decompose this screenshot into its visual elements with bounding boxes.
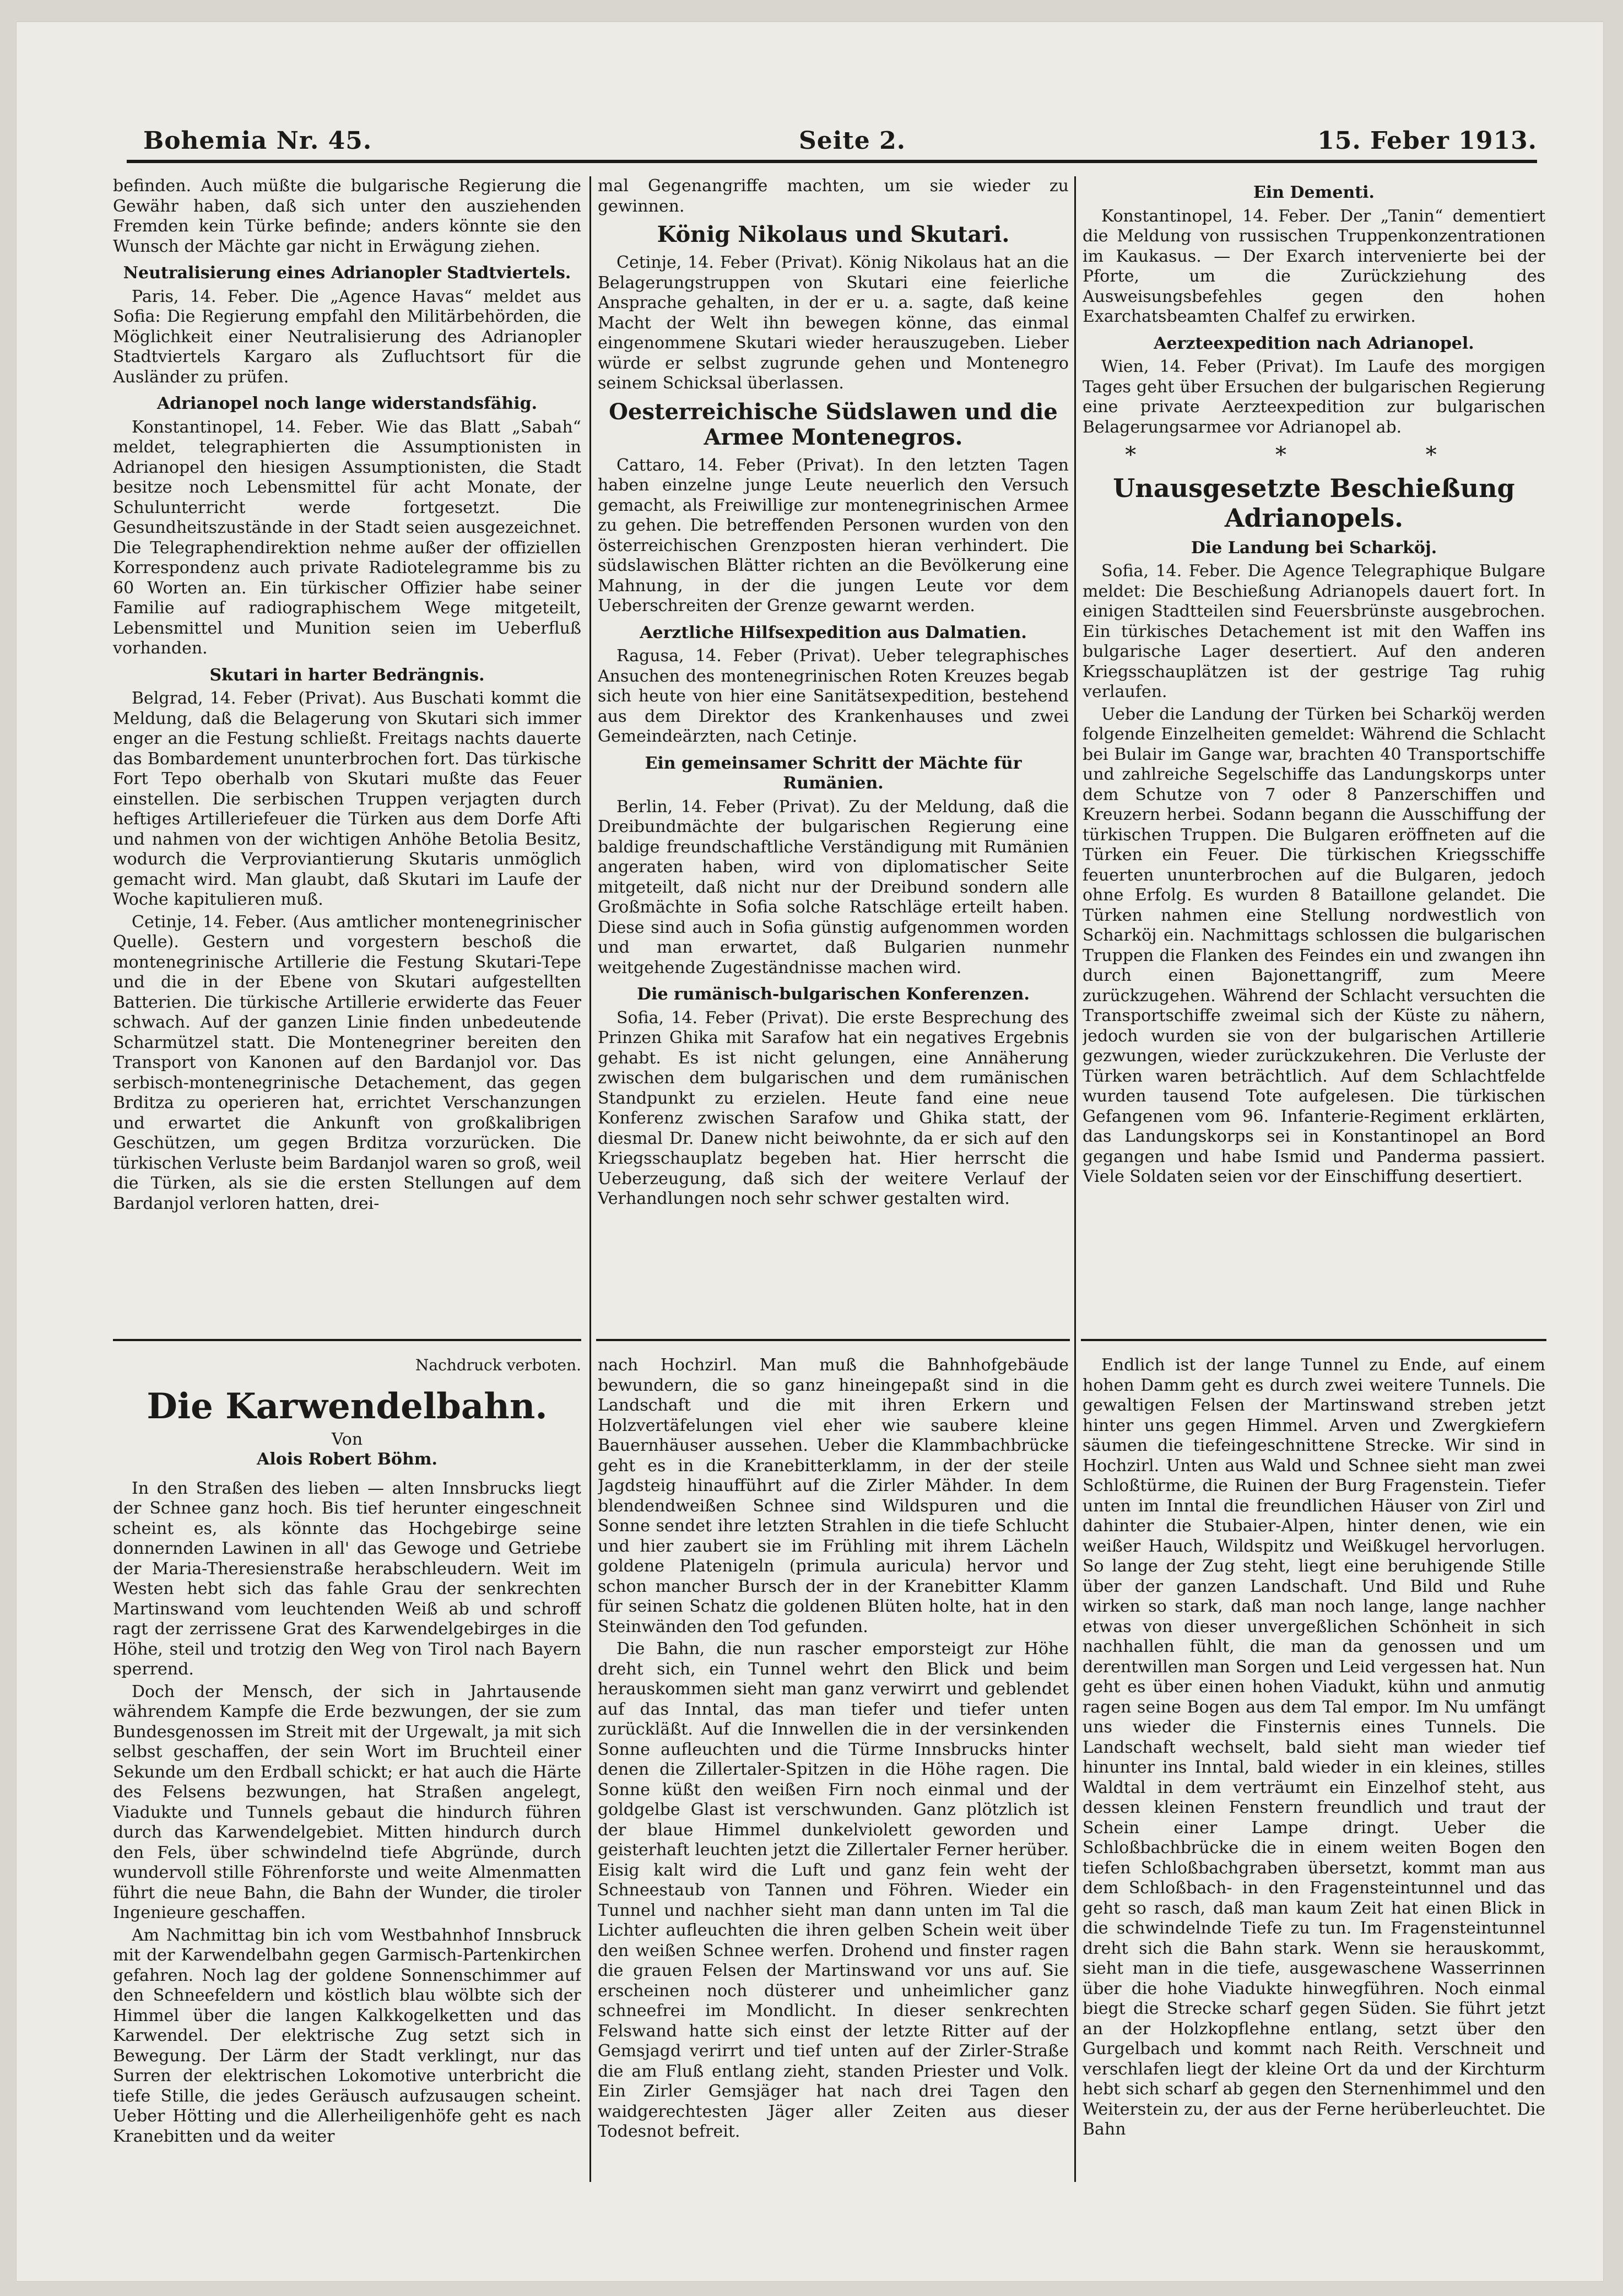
feuilleton-rule-3 xyxy=(1081,1339,1546,1341)
article-belgrad: Belgrad, 14. Feber (Privat). Aus Buschati kommt die Meldung, daß die Belagerung von Skutari sich immer enger an die Festung schließt. Freitags nachts dauerte das Bombardement ununterbrochen fort. Das türkische Fort Tepo oberhalb von Skutari mußte das Feuer einstellen. Die serbischen Truppen verjagten durch heftiges Artilleriefeuer die Türken aus dem Dorfe Afti und nahmen von der wichtigen Anhöhe Betolia Besitz, wodurch die Verproviantierung Skutaris unmöglich gemacht wird. Man glaubt, daß Skutari im Laufe der Woche kapitulieren muß. xyxy=(113,689,581,909)
article-cetinje: Cetinje, 14. Feber. (Aus amtlicher montenegrinischer Quelle). Gestern und vorgestern beschoß die montenegrinische Artillerie die Festung Skutari-Tepe und die in der Ebene von Skutari aufgestellten Batterien. Die türkische Artillerie erwiderte das Feuer schwach. Auf der ganzen Linie finden unbedeutende Scharmützel statt. Die Montenegriner bereiten den Transport von Kanonen auf den Bardanjol vor. Das serbisch-montenegrinische Detachement, das gegen Brditza zu operieren hat, errichtet Verschanzungen und erwartet die Ankunft von großkalibrigen Geschützen, um gegen Brditza vorzurücken. Die türkischen Verluste beim Bardanjol waren so groß, weil die Türken, als sie die ersten Stellungen auf dem Bardanjol verloren hatten, drei- xyxy=(113,912,581,1213)
reprint-note: Nachdruck verboten. xyxy=(415,1356,581,1374)
headline-skutari: Skutari in harter Bedrängnis. xyxy=(209,665,485,685)
article-cetinje-2: Cetinje, 14. Feber (Privat). König Nikolaus hat an die Belagerungstruppen von Skutari eine feierliche Ansprache gehalten, in der er u. a. sagte, daß keine Macht der Welt ihn bewegen könne, das einmal eingenommene Skutari wieder herauszugeben. Lieber würde er selbst zugrunde gehen und Montenegro seinem Schicksal überlassen. xyxy=(598,253,1069,393)
article-konstantinopel: Konstantinopel, 14. Feber. Wie das Blatt „Sabah“ meldet, telegraphierten die Assumptionisten in Adrianopel den hiesigen Assumptionisten, die Stadt besitze noch Lebensmittel für acht Monate, der Schulunterricht werde fortgesetzt. Die Gesundheitszustände in der Stadt seien ausgezeichnet. Die Telegraphendirektion nehme außer der offiziellen Korrespondenz auch private Radiotelegramme bis zu 60 Worten an. Ein türkischer Offizier habe seiner Familie auf radiographischem Wege mitgeteilt, Lebensmittel und Munition seien im Ueberfluß vorhanden. xyxy=(113,417,581,658)
headline-hilfsexpedition: Aerztliche Hilfsexpedition aus Dalmatien. xyxy=(640,623,1027,642)
feuilleton-rule-2 xyxy=(596,1339,1070,1341)
feuilleton-paragraph: In den Straßen des lieben — alten Innsbrucks liegt der Schnee ganz hoch. Bis tief herunter eingeschneit scheint es, als könnte das Hochgebirge seine donnernden Lawinen in all' das Gewoge und Getriebe der Maria-Theresienstraße herabschleudern. Weit im Westen hebt sich das fahle Grau der senkrechten Martinswand vom leuchtenden Weiß ab und schroff ragt der zerrissene Grat des Karwendelgebirges in die Höhe, steil und trotzig den Weg von Tirol nach Bayern sperrend. xyxy=(113,1478,581,1679)
masthead-issue: Bohemia Nr. 45. xyxy=(143,127,372,155)
article-sofia-2: Sofia, 14. Feber. Die Agence Telegraphique Bulgare meldet: Die Beschießung Adrianopels dauert fort. In einigen Stadtteilen sind Feuersbrünste ausgebrochen. Ein türkisches Detachement ist mit den Waffen ins bulgarische Lager desertiert. Auf den anderen Kriegsschauplätzen ist der gestrige Tag ruhig verlaufen. xyxy=(1083,561,1545,701)
news-column-1 xyxy=(113,176,581,1333)
article-cattaro: Cattaro, 14. Feber (Privat). In den letzten Tagen haben einzelne junge Leute neuerlich den Versuch gemacht, als Freiwillige zur montenegrinischen Armee zu gehen. Die betreffenden Personen wurden von den österreichischen Grenzposten hieran verhindert. Die südslawischen Blätter richten an die Bevölkerung eine Mahnung, in der die jungen Leute vor dem Ueberschreiten der Grenze gewarnt werden. xyxy=(598,455,1069,615)
page-number: Seite 2. xyxy=(799,127,906,155)
header-rule xyxy=(127,160,1537,163)
subheadline-landung: Die Landung bei Scharköj. xyxy=(1191,538,1437,558)
feuilleton-column-3 xyxy=(1083,1355,1545,2198)
feuilleton-paragraph: Endlich ist der lange Tunnel zu Ende, auf einem hohen Damm geht es durch zwei weitere Tunnels. Die gewaltigen Felsen der Martinswand streben jetzt hinter uns gegen Himmel. Arven und Zwergkiefern säumen die tiefeingeschnittene Strecke. Wir sind in Hochzirl. Unten aus Wald und Schnee sieht man zwei Schloßtürme, die Ruinen der Burg Fragenstein. Tiefer unten im Inntal die freundlichen Häuser von Zirl und dahinter die Stubaier-Alpen, hinter denen, wie ein weißer Hauch, Wildspitz und Weißkugel hervorlugen. So lange der Zug steht, liegt eine beruhigende Stille über der ganzen Landschaft. Und Bild und Ruhe wirken so stark, daß man noch lange, lange nachher etwas von dieser unvergeßlichen Schönheit in sich nachhallen fühlt, die man da genossen und um derentwillen man Sorgen und Leid vergessen hat. Nun geht es über einen hohen Viadukt, kühn und anmutig ragen seine Bogen aus dem Tal empor. Im Nu umfängt uns wieder die Finsternis eines Tunnels. Die Landschaft wechselt, bald sieht man wieder tief hinunter ins Inntal, bald wieder in ein kleines, stilles Waldtal in dem verträumt ein Einzelhof steht, aus dessen kleinen Fenstern freundlich und traut der Schein einer Lampe dringt. Ueber die Schloßbachbrücke die in einem weiten Bogen den tiefen Schloßbachgraben übersetzt, kommt man aus dem Schloßbach- in den Fragensteintunnel und das geht so rasch, daß man kaum Zeit hat einen Blick in die schwindelnde Tiefe zu tun. Im Fragensteintunnel dreht sich die Bahn stark. Wenn sie herauskommt, sieht man in die tiefe, ausgewaschene Wasserrinnen über die hohe Viadukte hinwegführen. Noch einmal biegt die Strecke scharf gegen Süden. Sie führt jetzt an der Holzkopflehne entlang, setzt über den Gurgelbach und kommt nach Reith. Verschneit und verschlafen liegt der kleine Ort da und der Kirchturm hebt sich scharf ab gegen den Sternenhimmel und den Weiterstein zu, der aus der Ferne herüberleuchtet. Die Bahn xyxy=(1083,1355,1545,2139)
article-paris: Paris, 14. Feber. Die „Agence Havas“ meldet aus Sofia: Die Regierung empfahl den Militärbehörden, die Möglichkeit einer Neutralisierung des Adrianopler Stadtviertels Kargaro als Zufluchtsort für die Ausländer zu prüfen. xyxy=(113,287,581,387)
issue-date: 15. Feber 1913. xyxy=(1317,127,1537,155)
headline-konferenzen: Die rumänisch-bulgarischen Konferenzen. xyxy=(637,985,1030,1004)
article-continuation-2: mal Gegenangriffe machten, um sie wieder zu gewinnen. xyxy=(598,176,1069,216)
news-column-3 xyxy=(1083,176,1545,1333)
byline-von: Von xyxy=(331,1429,363,1449)
headline-suedslawen: Oesterreichische Südslawen und die Armee Montenegros. xyxy=(609,398,1058,450)
article-berlin: Berlin, 14. Feber (Privat). Zu der Meldung, daß die Dreibundmächte der bulgarischen Regierung eine baldige freundschaftliche Verständigung mit Rumänien angeraten haben, wird von diplomatischer Seite mitgeteilt, daß nicht nur der Dreibund sondern alle Großmächte in Sofia solche Ratschläge erteilt haben. Diese sind auch in Sofia günstig aufgenommen worden und man erwartet, daß Bulgarien nunmehr weitgehende Zugeständnisse machen wird. xyxy=(598,797,1069,977)
feuilleton-rule-1 xyxy=(113,1339,581,1341)
headline-beschiessung: Unausgesetzte Beschießung Adrianopels. xyxy=(1113,473,1515,533)
news-column-2 xyxy=(598,176,1069,1333)
headline-aerzteexpedition: Aerzteexpedition nach Adrianopel. xyxy=(1154,333,1474,353)
headline-neutralisierung: Neutralisierung eines Adrianopler Stadtviertels. xyxy=(123,263,571,283)
feuilleton-title: Die Karwendelbahn. xyxy=(147,1385,548,1427)
article-continuation: befinden. Auch müßte die bulgarische Regierung die Gewähr haben, daß sich unter den ausziehenden Fremden kein Türke befinde; anders könnte sie den Wunsch der Mächte gar nicht in Erwägung ziehen. xyxy=(113,176,581,256)
headline-dementi: Ein Dementi. xyxy=(1253,183,1375,202)
feuilleton-paragraph: Am Nachmittag bin ich vom Westbahnhof Innsbruck mit der Karwendelbahn gegen Garmisch-Partenkirchen gefahren. Noch lag der goldene Sonnenschimmer auf den Schneefeldern und köstlich blau wölbte sich der Himmel über die langen Kalkkogelketten und das Karwendel. Der elektrische Zug setzt sich in Bewegung. Der Lärm der Stadt verklingt, nur das Surren der elektrischen Lokomotive unterbricht die tiefe Stille, die jedes Geräusch aufzusaugen scheint. Ueber Hötting und die Allerheiligenhöfe geht es nach Kranebitten und da weiter xyxy=(113,1925,581,2146)
feuilleton-paragraph: nach Hochzirl. Man muß die Bahnhofgebäude bewundern, die so ganz hineingepaßt sind in die Landschaft und die mit ihren Erkern und Holzvertäfelungen viel eher wie saubere kleine Bauernhäuser aussehen. Ueber die Klammbachbrücke geht es in die Kranebitterklamm, in der der steile Jagdsteig hinaufführt auf die Zirler Mähder. In dem blendendweißen Schnee sind Wildspuren und die Sonne sendet ihre letzten Strahlen in die tiefe Schlucht und hier zaubert sie im Frühling mit ihrem Lächeln goldene Platenigeln (primula auricula) hervor und schon mancher Bursch der in der Kranebitter Klamm für seinen Schatz die goldenen Blüten holte, hat in den Steinwänden den Tod gefunden. xyxy=(598,1355,1069,1636)
column-rule-1 xyxy=(589,176,591,2182)
article-ragusa: Ragusa, 14. Feber (Privat). Ueber telegraphisches Ansuchen des montenegrinischen Roten Kreuzes begab sich heute von hier eine Sanitätsexpedition, bestehend aus dem Direktor des Krankenhauses und zwei Gemeindeärzten, nach Cetinje. xyxy=(598,646,1069,746)
feuilleton-paragraph: Die Bahn, die nun rascher emporsteigt zur Höhe dreht sich, ein Tunnel wehrt den Blick und beim herauskommen sieht man ganz verwirrt und geblendet auf das Inntal, das man tiefer und tiefer unten zurückläßt. Auf die Innwellen die in der versinkenden Sonne aufleuchten und die Türme Innsbrucks hinter denen die Zillertaler-Spitzen in die Höhe ragen. Die Sonne küßt den weißen Firn noch einmal und der goldgelbe Glast ist verschwunden. Ganz plötzlich ist der blaue Himmel dunkelviolett geworden und geisterhaft leuchten jetzt die Zillertaler Ferner herüber. Eisig kalt wird die Luft und ganz fein weht der Schneestaub von Tannen und Föhren. Wieder ein Tunnel und nachher sieht man dann unten im Tal die Lichter aufleuchten die ihren gelben Schein weit über den weißen Schnee werfen. Drohend und finster ragen die grauen Felsen der Martinswand vor uns auf. Sie erscheinen noch düsterer und unheimlicher ganz schneefrei im Mondlicht. In dieser senkrechten Felswand hatte sich einst der letzte Ritter auf der Gemsjagd verirrt und tief unten auf der Zirler-Straße die am Fluß entlang zieht, standen Priester und Volk. Ein Zirler Gemsjäger hat nach drei Tagen den waidgerechtesten Jäger aller Zeiten aus dieser Todesnot befreit. xyxy=(598,1639,1069,2141)
section-separator: * * * xyxy=(1125,442,1503,468)
author-name: Alois Robert Böhm. xyxy=(257,1450,437,1469)
headline-rumaenien: Ein gemeinsamer Schritt der Mächte für Rumänien. xyxy=(645,753,1022,793)
page-header xyxy=(127,94,1537,155)
feuilleton-column-1 xyxy=(113,1355,581,2198)
feuilleton-column-2 xyxy=(598,1355,1069,2198)
feuilleton-paragraph: Doch der Mensch, der sich in Jahrtausende währendem Kampfe die Erde bezwungen, der sie zum Bundesgenossen im Streit mit der Urgewalt, ja mit sich selbst geschaffen, der sein Wort im Bruchteil einer Sekunde um den Erdball schickt; er hat auch die Härte des Felsens bezwungen, hat Straßen angelegt, Viadukte und Tunnels gebaut die hindurch führen durch das Karwendelgebiet. Mitten hindurch durch den Fels, über schwindelnd tiefe Abgründe, durch wundervoll stille Föhrenforste und weite Almenmatten führt die neue Bahn, die Bahn der Wunder, die tiroler Ingenieure geschaffen. xyxy=(113,1682,581,1922)
article-konstantinopel-2: Konstantinopel, 14. Feber. Der „Tanin“ dementiert die Meldung von russischen Truppenkonzentrationen im Kaukasus. — Der Exarch intervenierte bei der Pforte, um die Zurückziehung des Ausweisungsbefehles gegen den hohen Exarchatsbeamten Chalfef zu erwirken. xyxy=(1083,206,1545,326)
headline-nikolaus: König Nikolaus und Skutari. xyxy=(657,222,1010,247)
headline-adrianopel: Adrianopel noch lange widerstandsfähig. xyxy=(156,394,538,413)
article-sofia: Sofia, 14. Feber (Privat). Die erste Besprechung des Prinzen Ghika mit Sarafow hat ein negatives Ergebnis gehabt. Es ist nicht gelungen, eine Annäherung zwischen dem bulgarischen und dem rumänischen Standpunkt zu erzielen. Heute fand eine neue Konferenz zwischen Sarafow und Ghika statt, der diesmal Dr. Danew nicht beiwohnte, da er sich auf den Kriegsschauplatz begeben hat. Hier herrscht die Ueberzeugung, daß sich der weitere Verlauf der Verhandlungen noch sehr schwer gestalten wird. xyxy=(598,1008,1069,1208)
column-rule-2 xyxy=(1074,176,1076,2182)
article-wien: Wien, 14. Feber (Privat). Im Laufe des morgigen Tages geht über Ersuchen der bulgarischen Regierung eine private Aerzteexpedition zur bulgarischen Belagerungsarmee vor Adrianopel ab. xyxy=(1083,357,1545,437)
article-landung: Ueber die Landung der Türken bei Scharköj werden folgende Einzelheiten gemeldet: Während die Schlacht bei Bulair im Gange war, brachten 40 Transportschiffe und zahlreiche Segelschiffe das Landungskorps unter dem Schutze von 7 oder 8 Panzerschiffen und Kreuzern herbei. Sodann begann die Ausschiffung der türkischen Truppen. Die Bulgaren eröffneten auf die Türken ein Feuer. Die türkischen Kriegsschiffe feuerten ununterbrochen auf die Bulgaren, jedoch ohne Erfolg. Es wurden 8 Bataillone gelandet. Die Türken nahmen eine Stellung nordwestlich von Scharköj ein. Nachmittags schlossen die bulgarischen Truppen die Flanken des Feindes ein und zwangen ihn durch einen Bajonettangriff, zum Meere zurückzugehen. Während der Schlacht versuchten die Transportschiffe zweimal sich der Küste zu nähern, jedoch wurden sie von der bulgarischen Artillerie gezwungen, wieder zurückzukehren. Die Verluste der Türken waren beträchtlich. Auf dem Schlachtfelde wurden tausend Tote aufgelesen. Die türkischen Gefangenen vom 96. Infanterie-Regiment erklärten, das Landungskorps sei in Konstantinopel an Bord gegangen und habe Ismid und Panderma passiert. Viele Soldaten seien vor der Einschiffung desertiert. xyxy=(1083,704,1545,1186)
